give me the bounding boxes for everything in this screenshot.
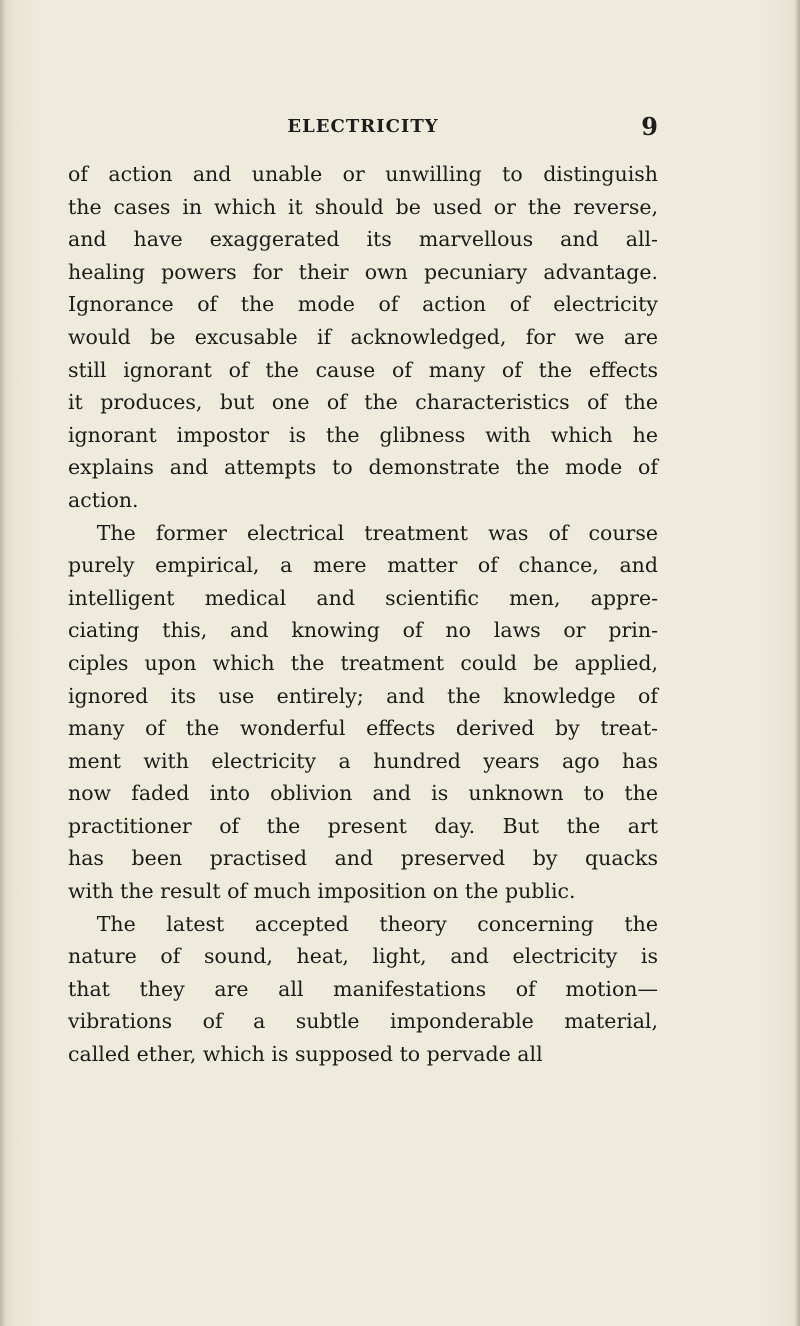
text-line: vibrations of a subtle imponderable material, [68,1009,658,1034]
text-line: still ignorant of the cause of many of the effects [68,357,658,382]
text-line: intelligent medical and scientific men, appre- [68,585,658,610]
text-line: The former electrical treatment was of course [96,520,658,545]
text-line: that they are all manifestations of motion— [68,976,658,1001]
text-line: has been practised and preserved by quacks [68,846,658,871]
running-head [68,112,658,142]
text-line: called ether, which is supposed to pervade all [68,1042,543,1067]
paragraph [68,158,658,517]
text-line: ciating this, and knowing of no laws or prin- [68,618,658,643]
text-line: and have exaggerated its marvellous and all- [68,227,658,252]
text-line: action. [68,487,139,512]
text-line: now faded into oblivion and is unknown to the [68,781,658,806]
text-line: many of the wonderful effects derived by treat- [68,716,658,741]
text-line: purely empirical, a mere matter of chance, and [68,553,658,578]
text-line: it produces, but one of the characteristics of the [68,390,658,415]
body-text [68,158,658,1071]
text-line: would be excusable if acknowledged, for we are [68,324,658,349]
page-number: 9 [641,112,658,141]
text-line: ignorant impostor is the glibness with which he [68,422,658,447]
text-line: nature of sound, heat, light, and electricity is [68,944,658,969]
text-line: practitioner of the present day. But the art [68,813,658,838]
text-line: the cases in which it should be used or the reverse, [68,194,658,219]
page-edge [795,0,800,1326]
text-line: of action and unable or unwilling to distinguish [68,162,658,186]
text-line: with the result of much imposition on the public. [68,879,576,904]
text-line: ment with electricity a hundred years ago has [68,748,658,773]
text-line: Ignorance of the mode of action of electricity [68,292,658,317]
text-line: ignored its use entirely; and the knowledge of [68,683,658,708]
paragraph [68,908,658,1071]
gutter-shadow [0,0,6,1326]
text-line: The latest accepted theory concerning the [96,911,658,936]
text-line: explains and attempts to demonstrate the mode of [68,455,658,480]
paragraph [68,517,658,908]
running-title: ELECTRICITY [287,116,439,137]
text-line: ciples upon which the treatment could be applied, [68,650,658,675]
text-line: healing powers for their own pecuniary advantage. [68,259,658,284]
